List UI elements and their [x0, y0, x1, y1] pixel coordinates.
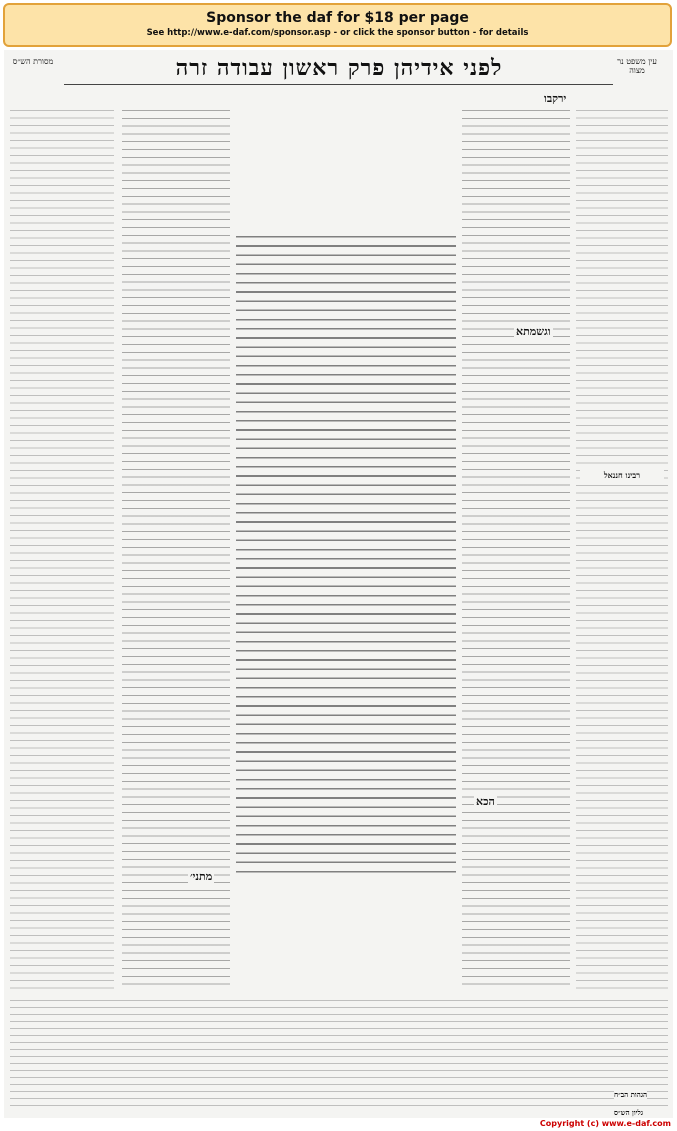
section-lead-haka: הכא [476, 795, 495, 808]
bottom-notes [10, 1000, 668, 1110]
gilyon-hashas-title: גליון הש״ס [614, 1108, 644, 1117]
rashi-second-lead-word: וגשמתא [516, 325, 551, 338]
sponsor-subtitle[interactable]: See http://www.e-daf.com/sponsor.asp - or click the sponsor button - for details [146, 28, 529, 38]
rashi-column [462, 110, 570, 990]
sponsor-title[interactable]: Sponsor the daf for $18 per page [206, 10, 469, 26]
rabbeinu-chananel-title: רבינו חננאל [580, 470, 664, 480]
page-header [4, 53, 673, 87]
tosafot-column [122, 110, 230, 990]
gemara-main-text [236, 236, 456, 876]
section-lead-matni: מתני׳ [190, 870, 213, 883]
ein-mishpat-label: עין משפט נר מצוה [617, 57, 657, 75]
right-margin-commentary [576, 110, 668, 990]
left-margin-commentary [10, 110, 114, 990]
rashi-lead-word: ירקבו [544, 92, 567, 105]
sponsor-banner[interactable] [3, 3, 672, 47]
masoret-hashas-label: מסורת הש״ס [12, 57, 54, 66]
page-title: לפני אידיהן פרק ראשון עבודה זרה [175, 55, 503, 81]
header-divider [64, 84, 613, 85]
talmud-page [4, 50, 673, 1118]
hagahot-habach-title: הגהות הב״ח [614, 1090, 648, 1099]
copyright-notice: Copyright (c) www.e-daf.com [539, 1119, 671, 1128]
